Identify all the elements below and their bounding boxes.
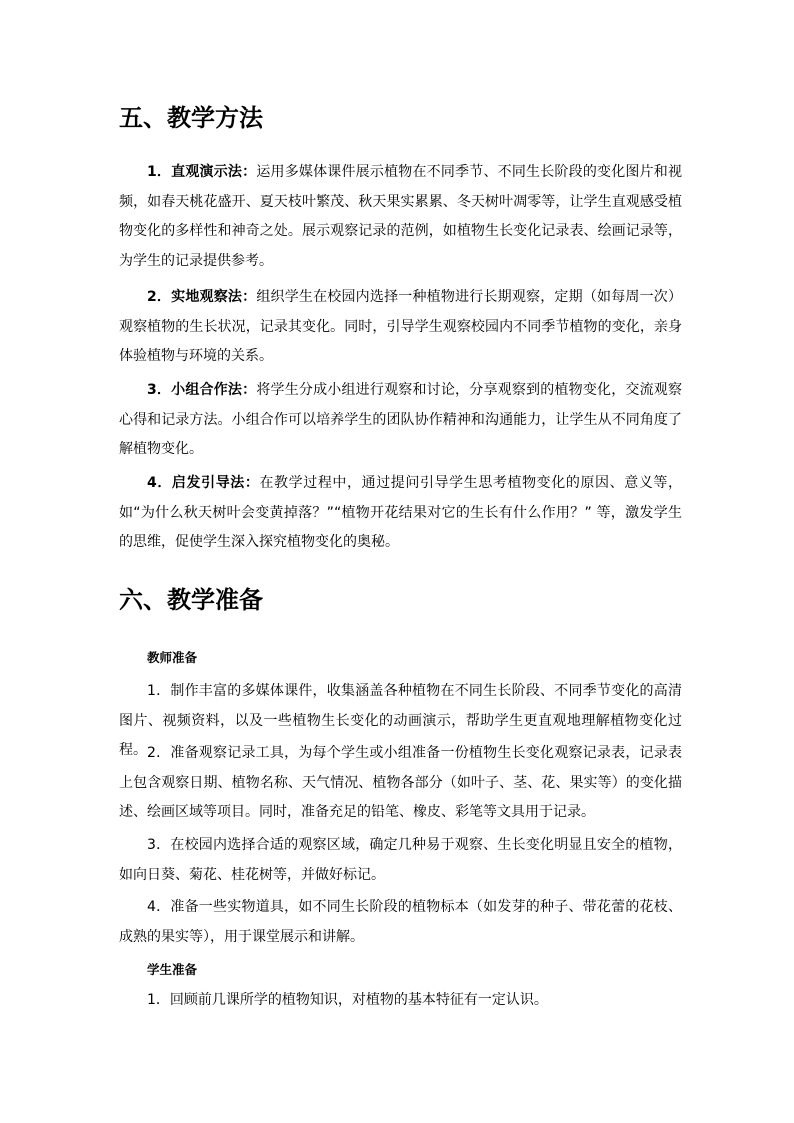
teacher-item-2: 2．准备观察记录工具，为每个学生或小组准备一份植物生长变化观察记录表，记录表上包含观察日期、植物名称、天气情况、植物各部分（如叶子、茎、花、果实等）的变化描述、绘画区域等项目。同时，准备充足的铅笔、橡皮、彩笔等文具用于记录。 xyxy=(119,745,682,820)
method-item-label: 3．小组合作法： xyxy=(147,382,257,398)
method-item-1 xyxy=(119,158,682,276)
teacher-item-4: 4．准备一些实物道具，如不同生长阶段的植物标本（如发芽的种子、带花蕾的花枝、成熟的果实等），用于课堂展示和讲解。 xyxy=(119,899,682,945)
student-item-1: 1．回顾前几课所学的植物知识，对植物的基本特征有一定认识。 xyxy=(147,992,548,1008)
student-preparation-heading: 学生准备 xyxy=(147,962,198,977)
method-item-text: 组织学生在校园内选择一种植物进行长期观察，定期（如每周一次）观察植物的生长状况，记录其变化。同时，引导学生观察校园内不同季节植物的变化，亲身体验植物与环境的关系。 xyxy=(119,289,682,364)
section-title-teaching-methods: 五、教学方法 xyxy=(119,104,263,132)
teacher-item-3: 3．在校园内选择合适的观察区域，确定几种易于观察、生长变化明显且安全的植物，如向日葵、菊花、桂花树等，并做好标记。 xyxy=(119,837,682,883)
teacher-item-1: 1．制作丰富的多媒体课件，收集涵盖各种植物在不同生长阶段、不同季节变化的高清图片、视频资料，以及一些植物生长变化的动画演示，帮助学生更直观地理解植物变化过程。 xyxy=(119,683,682,758)
teacher-preparation-heading: 教师准备 xyxy=(147,650,198,665)
method-item-text: 在教学过程中，通过提问引导学生思考植物变化的原因、意义等，如“为什么秋天树叶会变黄掉落？”“植物开花结果对它的生长有什么作用？” 等，激发学生的思维，促使学生深入探究植物变化的奥秘。 xyxy=(119,475,682,550)
method-item-label: 2．实地观察法： xyxy=(147,289,257,305)
section-title-teaching-preparation: 六、教学准备 xyxy=(119,586,263,614)
method-item-3 xyxy=(119,376,682,465)
method-item-text: 运用多媒体课件展示植物在不同季节、不同生长阶段的变化图片和视频，如春天桃花盛开、夏天枝叶繁茂、秋天果实累累、冬天树叶凋零等，让学生直观感受植物变化的多样性和神奇之处。展示观察记录的范例，如植物生长变化记录表、绘画记录等，为学生的记录提供参考。 xyxy=(119,164,682,269)
method-item-text: 将学生分成小组进行观察和讨论，分享观察到的植物变化，交流观察心得和记录方法。小组合作可以培养学生的团队协作精神和沟通能力，让学生从不同角度了解植物变化。 xyxy=(119,382,682,457)
method-item-label: 4．启发引导法： xyxy=(147,475,260,491)
method-item-label: 1．直观演示法： xyxy=(147,164,257,180)
method-item-2 xyxy=(119,283,682,372)
method-item-4 xyxy=(119,469,682,558)
